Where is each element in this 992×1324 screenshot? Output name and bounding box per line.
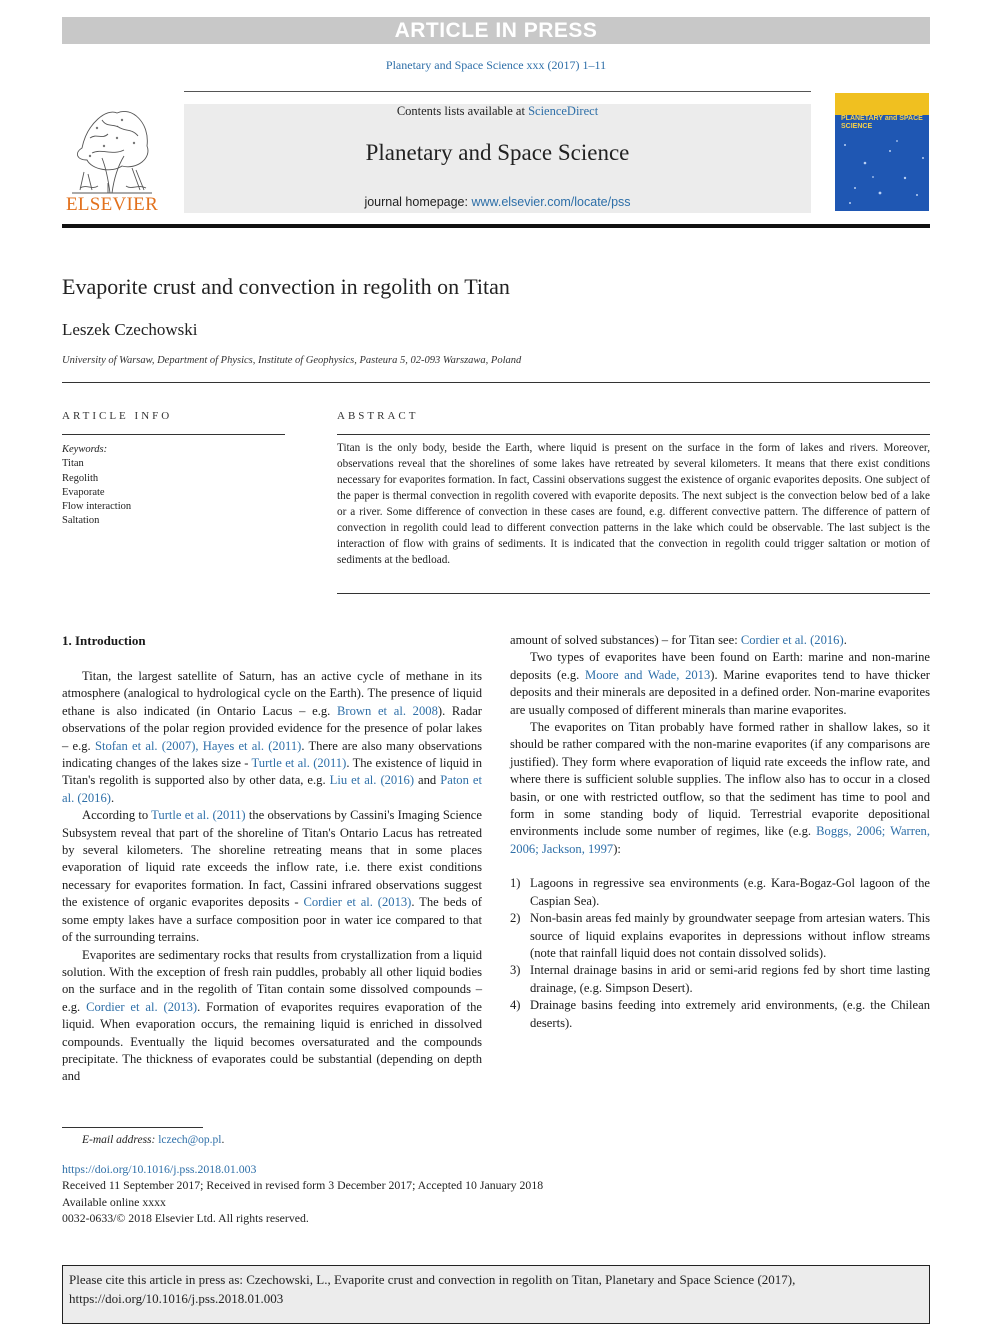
reference-link[interactable]: Turtle et al. (2011) xyxy=(251,756,347,771)
evaporite-environment-list xyxy=(510,875,930,1032)
reference-link[interactable]: Turtle et al. (2011) xyxy=(151,808,246,823)
keywords-block xyxy=(62,443,131,529)
article-in-press-banner xyxy=(62,17,930,44)
list-item: 3) Internal drainage basins in arid or semi-arid regions fed by short time lasting drainage, (e.g. Simpson Desert). xyxy=(510,963,930,995)
keyword-item[interactable]: Saltation xyxy=(62,515,100,527)
doi-link[interactable]: https://doi.org/10.1016/j.pss.2018.01.003 xyxy=(62,1162,257,1176)
article-info-heading: ARTICLE INFO xyxy=(62,410,173,422)
title-bottom-rule xyxy=(62,382,930,383)
keywords-label: Keywords: xyxy=(62,444,108,455)
reference-link[interactable]: Cordier et al. (2013) xyxy=(86,999,198,1014)
abstract-top-rule xyxy=(337,434,930,435)
footnote-rule xyxy=(62,1127,203,1128)
paragraph: amount of solved substances) – for Titan see: Cordier et al. (2016). xyxy=(510,633,847,647)
cover-starfield-icon xyxy=(835,133,929,211)
journal-title: Planetary and Space Science xyxy=(365,140,630,165)
journal-cover-thumbnail[interactable] xyxy=(835,93,929,211)
sciencedirect-link[interactable]: ScienceDirect xyxy=(528,104,599,118)
publication-info xyxy=(62,1161,543,1226)
masthead-top-rule xyxy=(184,91,811,92)
reference-link[interactable]: Stofan et al. (2007), Hayes et al. (2011) xyxy=(94,738,302,753)
header-thick-rule xyxy=(62,224,930,228)
elsevier-wordmark: ELSEVIER xyxy=(65,194,159,215)
email-link[interactable]: lczech@op.pl xyxy=(158,1134,222,1146)
reference-link[interactable]: Paton et al. (2016) xyxy=(62,773,482,805)
list-item: 4) Drainage basins feeding into extremely arid environments, (e.g. the Chilean deserts). xyxy=(510,998,930,1030)
journal-homepage-line: journal homepage: www.elsevier.com/locate/pss xyxy=(364,195,631,209)
author-name: Leszek Czechowski xyxy=(62,320,198,339)
body-column-left xyxy=(62,668,482,1086)
author-affiliation: University of Warsaw, Department of Physics, Institute of Geophysics, Pasteura 5, 02-093 Warszawa, Poland xyxy=(62,355,522,366)
cover-title: PLANETARY and SPACE SCIENCE xyxy=(841,115,923,130)
copyright: 0032-0633/© 2018 Elsevier Ltd. All rights reserved. xyxy=(62,1210,309,1225)
article-title: Evaporite crust and convection in regolith on Titan xyxy=(62,274,510,299)
list-item: 2) Non-basin areas fed mainly by groundwater seepage from artesian waters. This source of liquid explains evaporites in depressions without inflow streams (note that rainfall liquid does not contain dissolved solids). xyxy=(510,911,930,960)
paragraph: Evaporites are sedimentary rocks that results from crystallization from a liquid solution. With the exception of fresh rain puddles, probably all other liquid bodies on the surface and in the regolith of Titan contain some dissolved compounds – e.g. Cordier et al. (2013). Formation of evaporites requires evaporation of the liquid. When evaporation occurs, the remaining liquid is enriched in dissolved compounds. Eventually the liquid becomes oversaturated and the compounds precipitate. The thickness of evaporates could be substantial (depending on depth and xyxy=(62,947,482,1084)
abstract-bottom-rule xyxy=(337,593,930,594)
keyword-item[interactable]: Regolith xyxy=(62,472,99,484)
paragraph: The evaporites on Titan probably have formed rather in shallow lakes, so it should be rather compared with the non-marine evaporites (if any comparisons are justified). They form where evaporation of liquid rate exceeds the inflow rate, and where there is sufficient soluble supplies. The inflow also has to occur in a closed basin, or one with restricted outflow, so that the sediment has time to pool and form in some standing body of liquid. Terrestrial evaporite depositional environments include some number of regimes, like (e.g. Boggs, 2006; Warren, 2006; Jackson, 1997): xyxy=(510,720,930,856)
body-column-right xyxy=(510,632,930,1032)
reference-link[interactable]: Moore and Wade, 2013 xyxy=(585,667,711,682)
reference-link[interactable]: Boggs, 2006; Warren, 2006; Jackson, 1997 xyxy=(510,824,930,856)
paragraph: According to Turtle et al. (2011) the observations by Cassini's Imaging Science Subsystem reveal that part of the shoreline of Titan's Ontario Lacus has retreated by several kilometers. The shoreline retreating means that in some places evaporation of liquid rate exceeds the inflow rate, i.e. there exist conditions necessary for evaporites formation. In fact, Cassini infrared observations suggest the existence of organic evaporites deposits - Cordier et al. (2013). The beds of some empty lakes have a surface composition poor in water ice compared to that of the surrounding terrains. xyxy=(62,808,482,945)
available-online: Available online xxxx xyxy=(62,1194,166,1209)
reference-link[interactable]: Cordier et al. (2016) xyxy=(740,633,844,647)
keyword-item[interactable]: Evaporate xyxy=(62,486,105,498)
cite-text[interactable]: Please cite this article in press as: Czechowski, L., Evaporite crust and convection in regolith on Titan, Planetary and Space Science (2017), https://doi.org/10.1016/j.pss.2018.01.003 xyxy=(69,1272,796,1306)
list-item: 1) Lagoons in regressive sea environments (e.g. Kara-Bogaz-Gol lagoon of the Caspian Sea). xyxy=(510,876,930,908)
reference-link[interactable]: Cordier et al. (2013) xyxy=(303,895,412,910)
reference-link[interactable]: Brown et al. 2008 xyxy=(336,703,438,718)
journal-citation-line[interactable]: Planetary and Space Science xxx (2017) 1–11 xyxy=(385,58,607,72)
abstract-text: Titan is the only body, beside the Earth, where liquid is present on the surface in the form of lakes and rivers. Moreover, observations reveal that the shorelines of some lakes have retreated by several kilometers. It means that there exist conditions necessary for evaporites formation. In fact, Cassini observations suggest the existence of organic evaporites deposits. One subject of the paper is thermal convection in regolith covered with evaporite deposits. The next subject is the convection below bed of a lake or a river. Some difference of convection in these cases are found, e.g. different convective pattern. The difference of pattern of convection in regolith could lead to different convection patterns in the lake which could be observable. The last subject is the interaction of flow with grains of sediments. It is indicated that the convection in regolith could trigger saltation or motion of sediments at the bedload. xyxy=(337,442,930,566)
article-info-rule xyxy=(62,434,285,435)
contents-available-line: Contents lists available at ScienceDirect xyxy=(396,104,599,118)
cite-this-article-box xyxy=(62,1265,930,1324)
journal-homepage-link[interactable]: www.elsevier.com/locate/pss xyxy=(471,195,631,209)
keyword-item[interactable]: Titan xyxy=(62,458,84,470)
paragraph: Two types of evaporites have been found on Earth: marine and non-marine deposits (e.g. Moore and Wade, 2013). Marine evaporites tend to have thicker deposits and their minerals are deposited in a defined order. Non-marine evaporites are usually composed of different minerals than marine evaporites. xyxy=(510,650,930,717)
press-label: ARTICLE IN PRESS xyxy=(394,19,598,42)
received-dates: Received 11 September 2017; Received in revised form 3 December 2017; Accepted 10 January 2018 xyxy=(62,1178,544,1193)
section-heading-introduction: 1. Introduction xyxy=(62,633,146,648)
footnote-email: E-mail address: lczech@op.pl. xyxy=(82,1134,225,1146)
reference-link[interactable]: Liu et al. (2016) xyxy=(329,773,415,788)
cover-top-band xyxy=(835,93,929,115)
keyword-item[interactable]: Flow interaction xyxy=(62,501,132,513)
abstract-heading: ABSTRACT xyxy=(337,410,419,422)
paragraph: Titan, the largest satellite of Saturn, has an active cycle of methane in its atmosphere (analogical to hydrological cycle on the Earth). The presence of liquid ethane is also indicated (in Ontario Lacus – e.g. Brown et al. 2008). Radar observations of the polar region provided evidence for the presence of polar lakes – e.g. Stofan et al. (2007), Hayes et al. (2011). There are also many observations indicating changes of the lakes size - Turtle et al. (2011). The existence of liquid in Titan's regolith is supported also by other data, e.g. Liu et al. (2016) and Paton et al. (2016). xyxy=(62,669,483,805)
